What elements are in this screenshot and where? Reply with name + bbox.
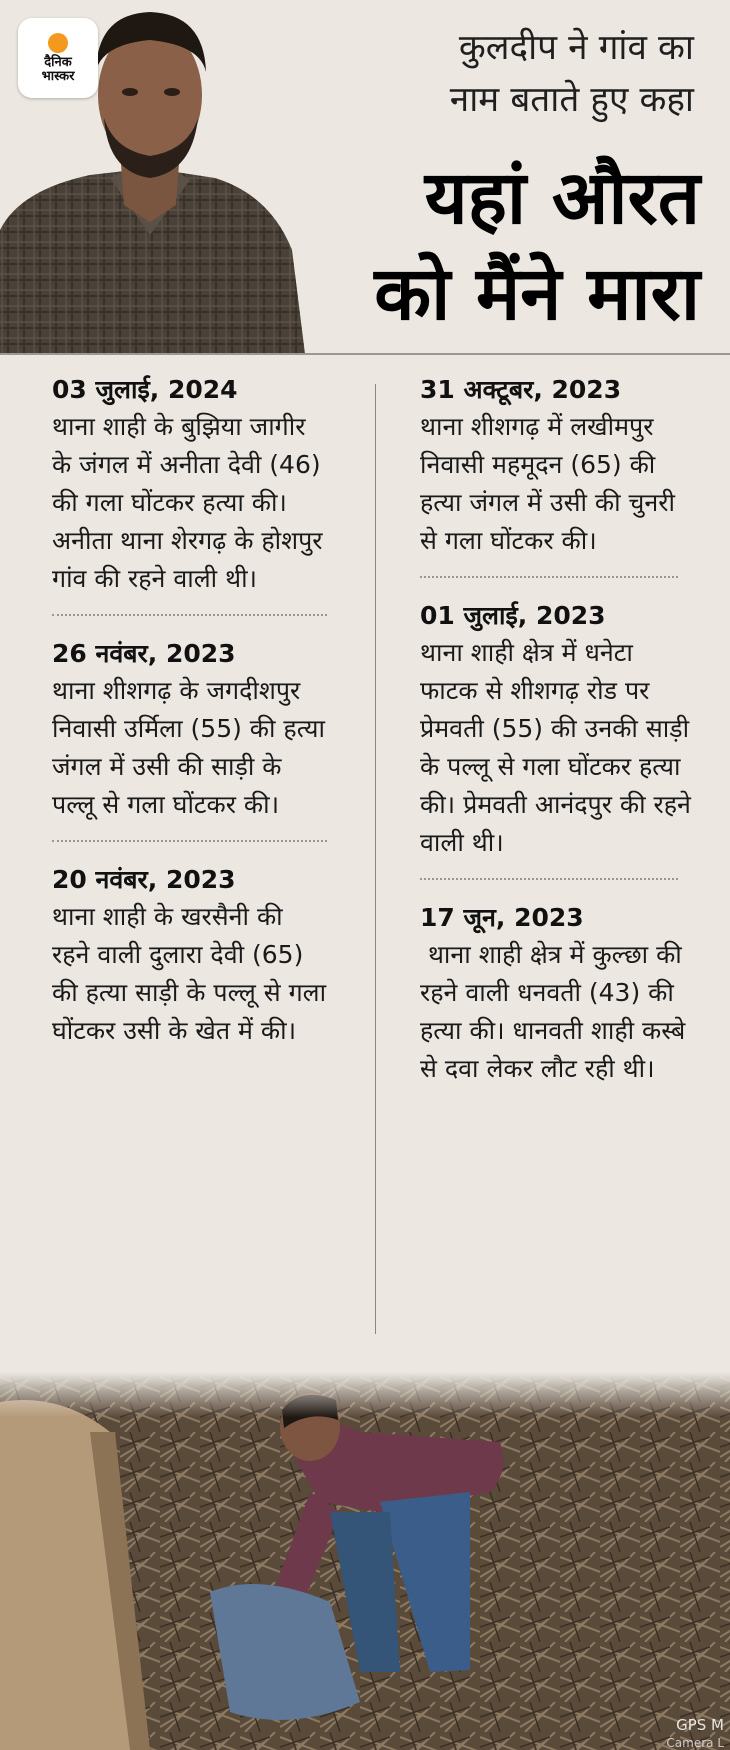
case-date: 31 अक्टूबर, 2023 — [420, 375, 622, 404]
case-text: थाना शाही क्षेत्र में धनेटा फाटक से शीशगढ़ रोड पर प्रेमवती (55) की उनकी साड़ी के पल्लू से गला घोंटकर हत्या की। प्रेमवती आनंदपुर की रहने वाली थी। — [420, 638, 691, 857]
subtitle-line-1: कुलदीप ने गांव का — [458, 28, 694, 68]
case-text: थाना शाही के खरसैनी की रहने वाली दुलारा देवी (65) की हत्या साड़ी के पल्लू से गला घोंटकर उसी के खेत में की। — [52, 902, 327, 1045]
logo-text: दैनिक भास्कर — [41, 54, 75, 84]
case-entry — [420, 598, 695, 862]
field-scene-photo — [0, 1372, 730, 1750]
camera-watermark: Camera L — [666, 1736, 724, 1750]
case-entry — [52, 862, 327, 1050]
case-entry — [52, 636, 327, 824]
dotted-separator — [420, 576, 678, 578]
case-date: 01 जुलाई, 2023 — [420, 601, 606, 630]
case-date: 20 नवंबर, 2023 — [52, 865, 236, 894]
case-text: थाना शाही के बुझिया जागीर के जंगल में अनीता देवी (46) की गला घोंटकर हत्या की। अनीता थाना शेरगढ़ के होशपुर गांव की रहने वाली थी। — [52, 412, 323, 593]
headline — [280, 150, 700, 342]
case-date: 03 जुलाई, 2024 — [52, 375, 238, 404]
case-entry — [52, 372, 327, 598]
case-date: 17 जून, 2023 — [420, 903, 584, 932]
gps-watermark: GPS M — [676, 1716, 724, 1734]
dotted-separator — [52, 614, 327, 616]
dainik-bhaskar-logo — [18, 18, 98, 98]
case-entry — [420, 372, 695, 560]
left-column — [52, 372, 327, 1050]
header — [0, 0, 730, 354]
right-column — [420, 372, 695, 1088]
sun-icon — [48, 33, 68, 53]
dotted-separator — [420, 878, 678, 880]
subtitle-line-2: नाम बताते हुए कहा — [449, 80, 694, 120]
header-divider — [0, 353, 730, 355]
headline-line-1: यहां औरत — [424, 155, 700, 241]
case-text: थाना शीशगढ़ के जगदीशपुर निवासी उर्मिला (55) की हत्या जंगल में उसी की साड़ी के पल्लू से गला घोंटकर की। — [52, 676, 325, 819]
column-divider — [375, 384, 376, 1334]
case-entry — [420, 900, 695, 1088]
dotted-separator — [52, 840, 327, 842]
case-text: थाना शाही क्षेत्र में कुल्छा की रहने वाली धनवती (43) की हत्या की। धानवती शाही कस्बे से दवा लेकर लौट रही थी। — [420, 940, 694, 1083]
case-date: 26 नवंबर, 2023 — [52, 639, 236, 668]
subtitle — [334, 22, 694, 126]
case-text: थाना शीशगढ़ में लखीमपुर निवासी महमूदन (65) की हत्या जंगल में उसी की चुनरी से गला घोंटकर की। — [420, 412, 675, 555]
headline-line-2: को मैंने मारा — [374, 251, 700, 337]
